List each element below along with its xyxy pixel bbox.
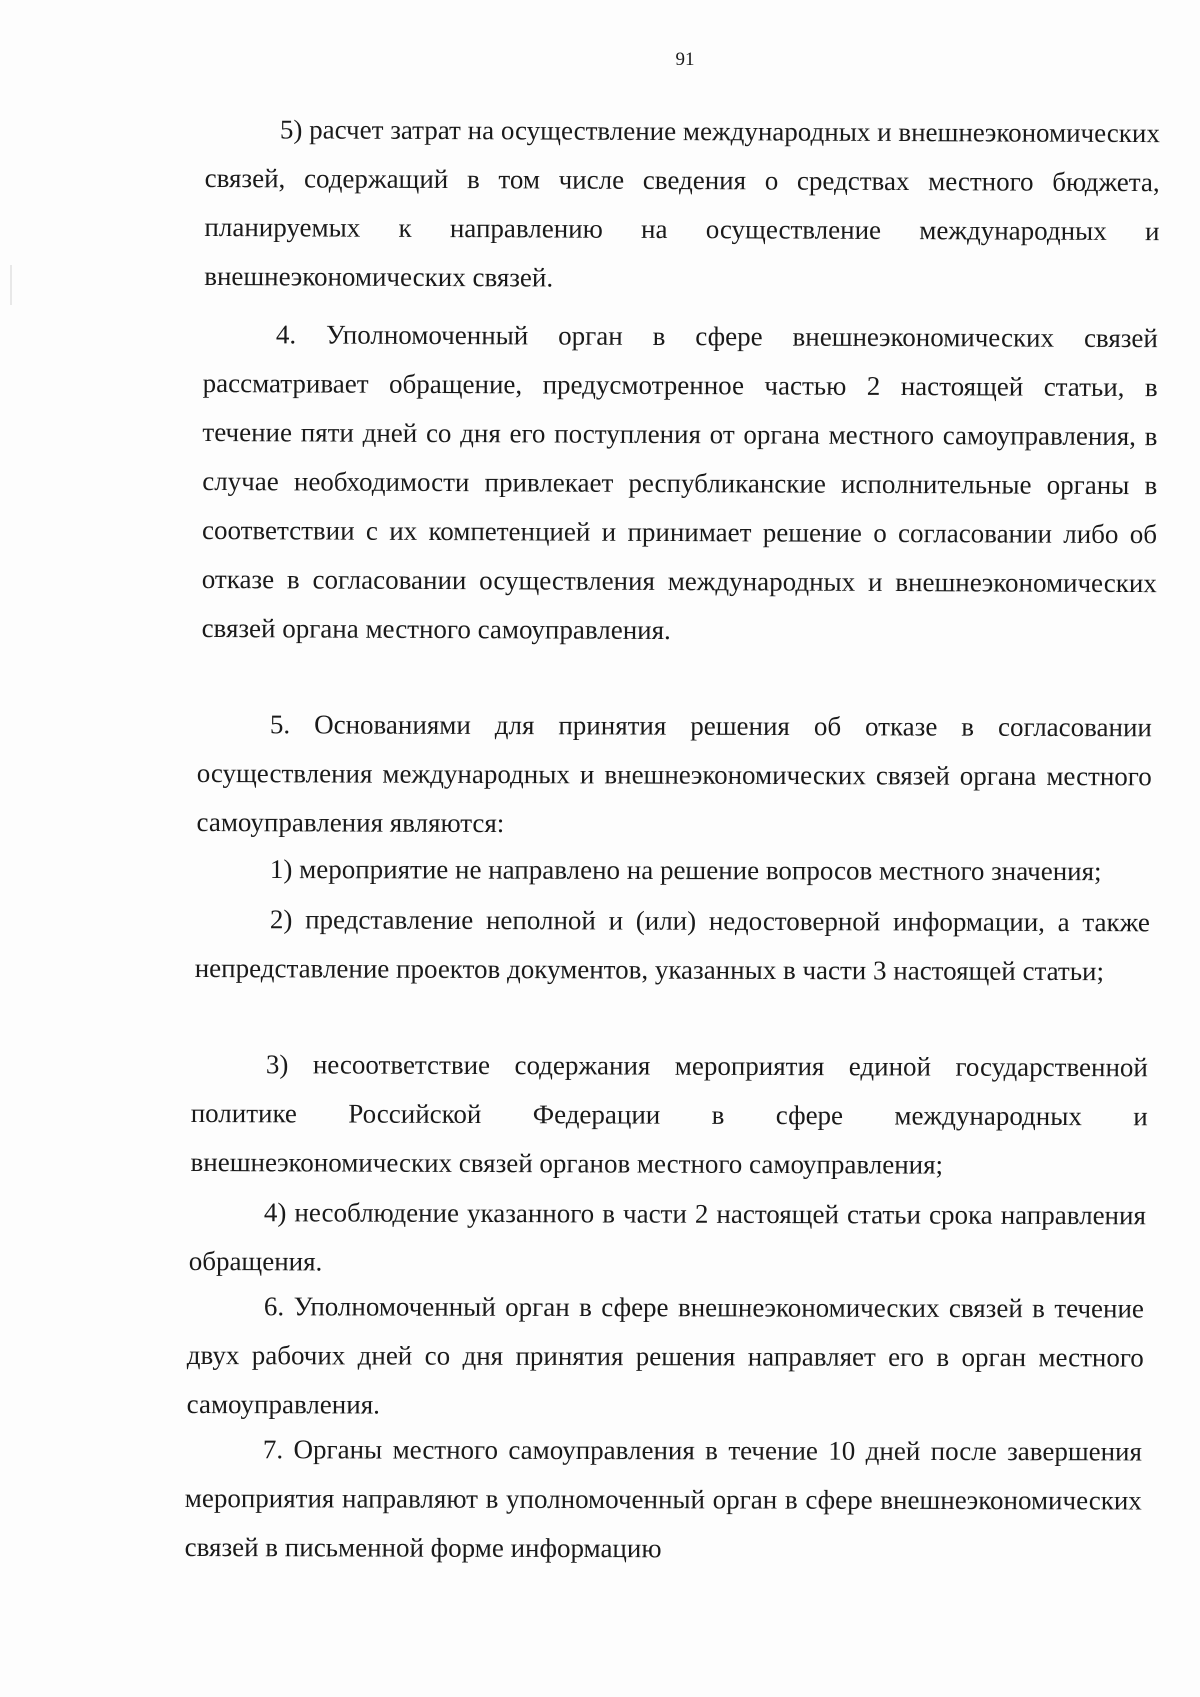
paragraph-part-7-reporting: 7. Органы местного самоуправления в течение 10 дней после завершения мероприятия направляют в уполномоченный орган в сфере внешнеэкономических связей в письменной форме информацию bbox=[184, 1434, 1142, 1564]
paragraph-part-6-notification: 6. Уполномоченный орган в сфере внешнеэкономических связей в течение двух рабочих дней со дня принятия решения направляет его в орган местного самоуправления. bbox=[186, 1291, 1144, 1420]
paragraph-part-5-refusal-grounds: 5. Основаниями для принятия решения об отказе в согласовании осуществления международных и внешнеэкономических связей органа местного самоуправления являются: bbox=[196, 709, 1152, 839]
list-item-3: 3) несоответствие содержания мероприятия единой государственной политике Российской Федерации в сфере международных и внешнеэкономических связей органов местного самоуправления; bbox=[190, 1049, 1148, 1180]
list-item-1: 1) мероприятие не направлено на решение вопросов местного значения; bbox=[269, 853, 1102, 887]
page-number: 91 bbox=[675, 49, 695, 70]
list-item-4: 4) несоблюдение указанного в части 2 настоящей статьи срока направления обращения. bbox=[188, 1197, 1146, 1277]
scan-edge-mark bbox=[10, 265, 12, 305]
list-item-2: 2) представление неполной и (или) недостоверной информации, а также непредставление проектов документов, указанных в части 3 настоящей статьи; bbox=[194, 904, 1150, 987]
paragraph-item-5-budget-costs: 5) расчет затрат на осуществление международных и внешнеэкономических связей, содержащий в том числе сведения о средствах местного бюджета, планируемых к направлению на осуществление международных и внешнеэкономических связей. bbox=[204, 114, 1160, 293]
paragraph-part-4-review: 4. Уполномоченный орган в сфере внешнеэкономических связей рассматривает обращение, предусмотренное частью 2 настоящей статьи, в течение пяти дней со дня его поступления от органа местного самоуправления, в случае необходимости привлекает республиканские исполнительные органы в соответствии с их компетенцией и принимает решение о согласовании либо об отказе в согласовании осуществления международных и внешнеэкономических связей органа местного самоуправления. bbox=[201, 319, 1158, 646]
